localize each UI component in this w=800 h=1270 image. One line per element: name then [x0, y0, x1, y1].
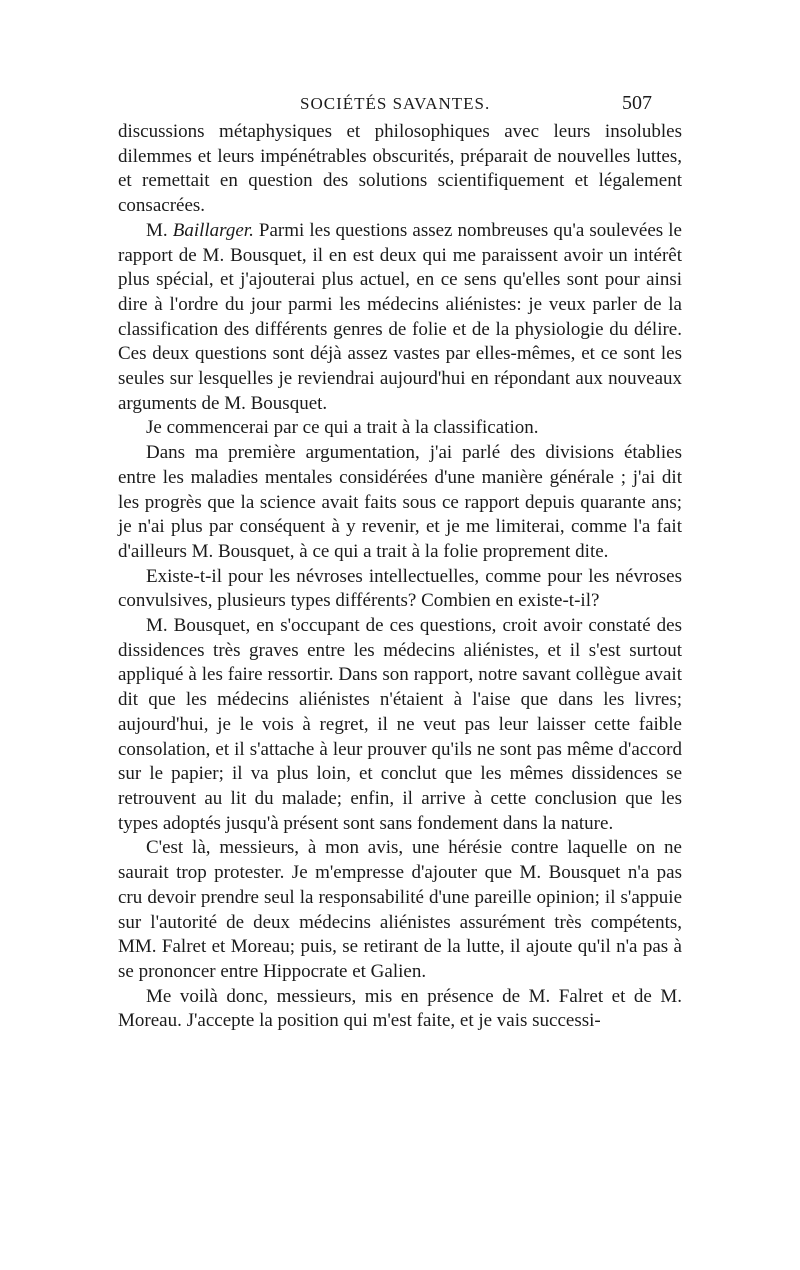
speaker-name: Baillarger. — [172, 219, 254, 241]
running-head — [118, 88, 682, 120]
speaker-prefix: M. — [146, 219, 173, 241]
paragraph-2 — [118, 219, 682, 417]
paragraph-4: Dans ma première argumentation, j'ai parlé des divisions établies entre les maladies mentales considérées d'une manière générale ; j'ai dit les progrès que la science avait faits sous ce rapport depuis quarante ans; je n'ai plus par conséquent à y revenir, et je me limiterai, comme l'a fait d'ailleurs M. Bousquet, à ce qui a trait à la folie proprement dite. — [118, 442, 682, 562]
paragraph-5: Existe-t-il pour les névroses intellectuelles, comme pour les névroses convulsives, plusieurs types différents? Combien en existe-t-il? — [118, 565, 682, 612]
book-page — [118, 88, 682, 1034]
running-title: SOCIÉTÉS SAVANTES. — [300, 94, 491, 113]
paragraph-2-text: Parmi les questions assez nombreuses qu'a soulevées le rapport de M. Bousquet, il en est deux qui me paraissent avoir un intérêt plus spécial, et j'ajouterai plus actuel, en ce sens qu'elles sont pour ainsi dire à l'ordre du jour parmi les médecins aliénistes: je veux parler de la classification des différents genres de folie et de la physiologie du délire. Ces deux questions sont déjà assez vastes par elles-mêmes, et ce sont les seules sur lesquelles je reviendrai aujourd'hui en répondant aux nouveaux arguments de M. Bousquet. — [118, 219, 682, 414]
paragraph-7: C'est là, messieurs, à mon avis, une hérésie contre laquelle on ne saurait trop protester. Je m'empresse d'ajouter que M. Bousquet n'a pas cru devoir prendre seul la responsabilité d'une pareille opinion; il s'appuie sur l'autorité de deux médecins aliénistes assurément très compétents, MM. Falret et Moreau; puis, se retirant de la lutte, il ajoute qu'il n'a pas à se prononcer entre Hippocrate et Galien. — [118, 837, 682, 982]
text-column — [118, 120, 682, 1034]
paragraph-8: Me voilà donc, messieurs, mis en présence de M. Falret et de M. Moreau. J'accepte la position qui m'est faite, et je vais successi- — [118, 985, 682, 1032]
paragraph-6: M. Bousquet, en s'occupant de ces questions, croit avoir constaté des dissidences très graves entre les médecins aliénistes, et il s'est surtout appliqué à les faire ressortir. Dans son rapport, notre savant collègue avait dit que les médecins aliénistes n'étaient à l'aise que dans les livres; aujourd'hui, je le vois à regret, il ne veut pas leur laisser cette faible consolation, et il s'attache à leur prouver qu'ils ne sont pas même d'accord sur le papier; il va plus loin, et conclut que les mêmes dissidences se retrouvent au lit du malade; enfin, il arrive à cette conclusion que les types adoptés jusqu'à présent sont sans fondement dans la nature. — [118, 615, 682, 834]
page-number: 507 — [622, 92, 652, 114]
paragraph-1: discussions métaphysiques et philosophiques avec leurs insolubles dilemmes et leurs impénétrables obscurités, préparait de nouvelles luttes, et remettait en question des solutions scientifiquement et légalement consacrées. — [118, 121, 682, 217]
paragraph-3: Je commencerai par ce qui a trait à la classification. — [146, 417, 539, 439]
